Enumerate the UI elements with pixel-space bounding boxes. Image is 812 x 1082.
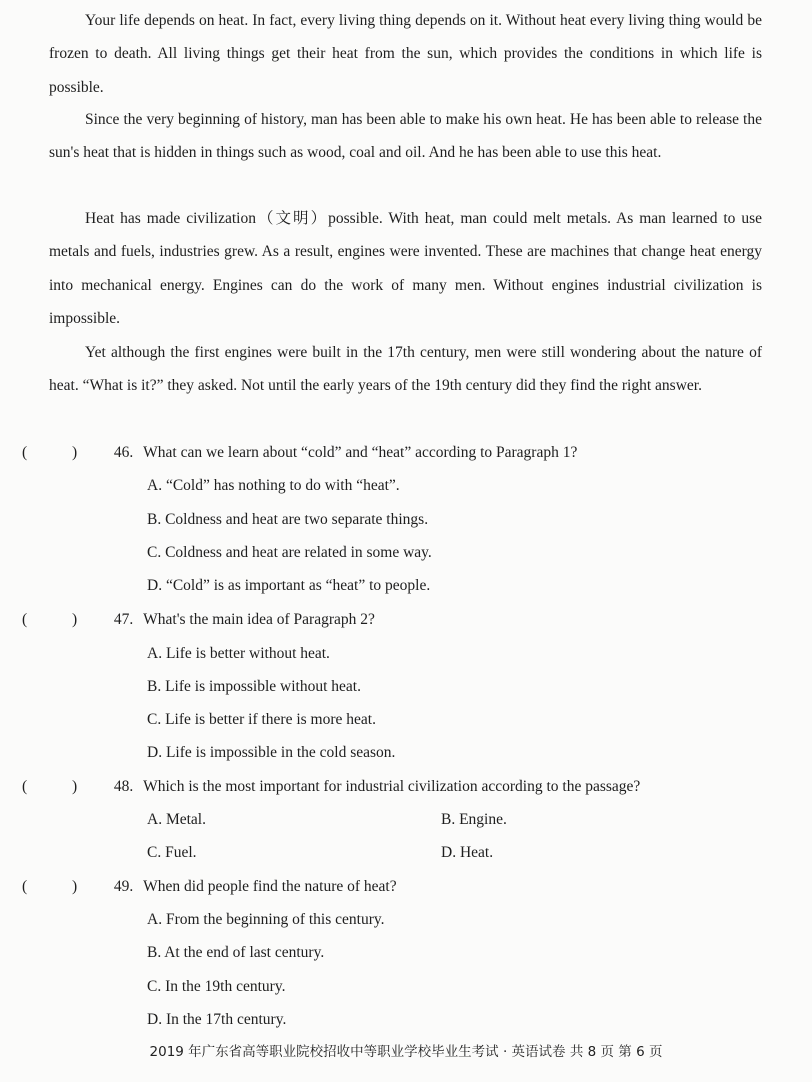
question-stem: When did people find the nature of heat? (143, 878, 397, 895)
option-46-c[interactable]: C. Coldness and heat are related in some way. (147, 544, 432, 561)
paren-close: ) (72, 878, 78, 895)
answer-blank[interactable] (22, 436, 110, 469)
question-number: 46. (113, 444, 134, 461)
question-stem: Which is the most important for industrial civilization according to the passage? (143, 778, 641, 795)
option-49-b[interactable]: B. At the end of last century. (147, 944, 325, 961)
answer-blank[interactable] (22, 870, 110, 903)
question-46 (22, 436, 782, 469)
option-47-d[interactable]: D. Life is impossible in the cold season. (147, 744, 396, 761)
passage-paragraph-2: Since the very beginning of history, man has been able to make his own heat. He has been able to release the sun's heat that is hidden in things such as wood, coal and oil. And he has been able to use this heat. (49, 111, 762, 162)
option-48-c[interactable]: C. Fuel. (147, 844, 197, 861)
question-49 (22, 870, 782, 903)
option-49-c[interactable]: C. In the 19th century. (147, 978, 286, 995)
option-49-a[interactable]: A. From the beginning of this century. (147, 911, 385, 928)
answer-blank[interactable] (22, 603, 110, 636)
paren-close: ) (72, 611, 78, 628)
question-number: 48. (113, 778, 134, 795)
option-49-d[interactable]: D. In the 17th century. (147, 1011, 287, 1028)
paren-open: ( (22, 611, 28, 628)
option-48-b[interactable]: B. Engine. (441, 811, 507, 828)
paren-close: ) (72, 444, 78, 461)
question-number: 49. (113, 878, 134, 895)
question-stem: What can we learn about “cold” and “heat” according to Paragraph 1? (143, 444, 578, 461)
option-46-b[interactable]: B. Coldness and heat are two separate things. (147, 511, 429, 528)
question-48 (22, 770, 782, 803)
question-number: 47. (113, 611, 134, 628)
paren-close: ) (72, 778, 78, 795)
paren-open: ( (22, 878, 28, 895)
passage-paragraph-3: Heat has made civilization（文明）possible. With heat, man could melt metals. As man learned to use metals and fuels, industries grew. As a result, engines were invented. These are machines that change heat energy into mechanical energy. Engines can do the work of many men. Without engines industrial civilization is impossible. (49, 210, 762, 327)
passage-paragraph-1: Your life depends on heat. In fact, every living thing depends on it. Without heat every living thing would be frozen to death. All living things get their heat from the sun, which provides the conditions in which life is possible. (49, 12, 762, 96)
option-47-c[interactable]: C. Life is better if there is more heat. (147, 711, 376, 728)
answer-blank[interactable] (22, 770, 110, 803)
passage-paragraph-4: Yet although the first engines were built in the 17th century, men were still wondering about the nature of heat. “What is it?” they asked. Not until the early years of the 19th century did they find the right answer. (49, 344, 762, 395)
paren-open: ( (22, 444, 28, 461)
page-footer: 2019 年广东省高等职业院校招收中等职业学校毕业生考试 · 英语试卷 共 8 页 第 6 页 (149, 1044, 663, 1060)
option-46-d[interactable]: D. “Cold” is as important as “heat” to people. (147, 577, 431, 594)
option-48-d[interactable]: D. Heat. (441, 844, 494, 861)
option-47-a[interactable]: A. Life is better without heat. (147, 645, 330, 662)
option-47-b[interactable]: B. Life is impossible without heat. (147, 678, 361, 695)
paren-open: ( (22, 778, 28, 795)
option-48-a[interactable]: A. Metal. (147, 811, 206, 828)
question-stem: What's the main idea of Paragraph 2? (143, 611, 375, 628)
question-47 (22, 603, 782, 636)
option-46-a[interactable]: A. “Cold” has nothing to do with “heat”. (147, 477, 400, 494)
